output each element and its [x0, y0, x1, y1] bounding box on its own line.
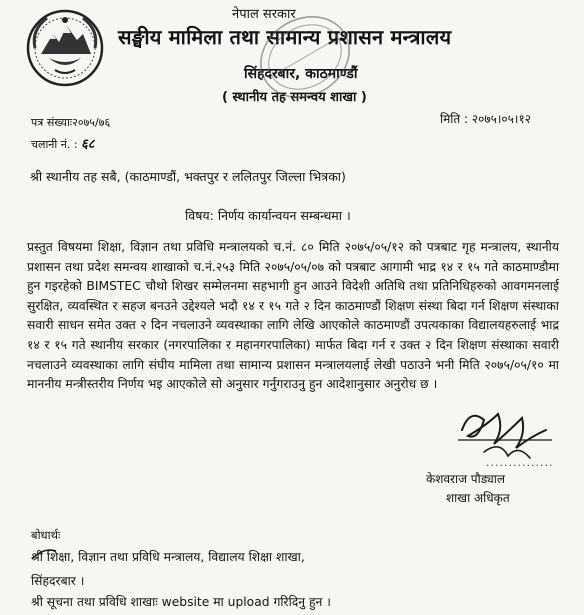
reference-block — [31, 112, 110, 156]
office-stamp — [250, 6, 360, 108]
reference-number — [31, 112, 110, 134]
cc-item: श्री शिक्षा, विज्ञान तथा प्रविधि मन्त्रालय, विद्यालय शिक्षा शाखा, — [31, 550, 305, 564]
dispatch-number — [31, 134, 110, 156]
signatory-title: शाखा अधिकृत — [446, 491, 510, 505]
recipient-line: श्री स्थानीय तह सबै, (काठमाण्डौं, भक्तपुर र ललितपुर जिल्ला भित्रका) — [30, 169, 346, 184]
header-branch: ( स्थानीय तह समन्वय शाखा ) — [222, 90, 367, 105]
nepal-government-emblem — [25, 8, 105, 88]
letter-date — [440, 110, 531, 127]
cc-item: सिंहदरबार । — [31, 574, 85, 588]
signature-dotted-line: ............... — [486, 456, 554, 469]
subject-line: विषय: निर्णय कार्यान्वयन सम्बन्धमा । — [185, 208, 351, 223]
dispatch-label: चलानी नं. : — [31, 138, 78, 151]
cc-label: बोधार्थः — [31, 528, 61, 542]
dispatch-value: ६८ — [81, 137, 95, 152]
date-label: मिति : — [440, 112, 469, 126]
header-ministry: सङ्घीय मामिला तथा सामान्य प्रशासन मन्त्रालय — [118, 25, 452, 49]
reference-label: पत्र संख्याः — [31, 116, 73, 129]
cc-item: श्री सूचना तथा प्रविधि शाखाः website मा upload गरिदिनु हुन । — [31, 595, 331, 609]
date-value: २०७५।०५।१२ — [471, 112, 531, 126]
handwritten-strike-mark — [30, 545, 58, 563]
signatory-name: केशवराज पौड्याल — [426, 472, 505, 486]
reference-value: २०७५/७६ — [72, 116, 111, 129]
letter-body: प्रस्तुत विषयमा शिक्षा, विज्ञान तथा प्रविधि मन्त्रालयको च.नं. ८० मिति २०७५/०५/१२ को पत्रबाट गृह मन्त्रालय, स्थानीय प्रशासन तथा प्रदेश समन्वय शाखाको च.नं.२५३ मिति २०७५/०५/०७ को पत्रबाट आगामी भाद्र १४ र १५ गते काठमाण्डौमा हुन गइरहेको BIMSTEC चौथो शिखर सम्मेलनमा सहभागी हुन आउने विदेशी अतिथि तथा प्रतिनिधिहरुको आवगमनलाई सुरक्षित, व्यवस्थित र सहज बनउने उद्देश्यले भदौ १४ र १५ गते २ दिन काठमाण्डौं शिक्षण संस्था बिदा गर्न शिक्षण संस्थाका सवारी साधन समेत उक्त २ दिन नचलाउने व्यवस्थाका लागि लेखि आएकोले काठमाण्डौं उपत्यकाका विद्यालयहरुलाई भाद्र १४ र १५ गते स्थानीय सरकार (नगरपालिका र महानगरपालिका) मार्फत बिदा गर्न र उक्त २ दिन शिक्षण संस्थाका सवारी नचलाउने व्यवस्थाका लागि संघीय मामिला तथा सामान्य प्रशासन मन्त्रालयलाई लेखी पठाउने भनी मिति २०७५/०५/१० मा माननीय मन्त्रीस्तरीय निर्णय भइ आएकोले सो अनुसार गर्नुगराउनु हुन आदेशानुसार अनुरोध छ । — [27, 240, 559, 392]
header-place: सिंहदरबार, काठमाण्डौं — [244, 66, 358, 82]
header-country: नेपाल सरकार — [232, 7, 296, 22]
